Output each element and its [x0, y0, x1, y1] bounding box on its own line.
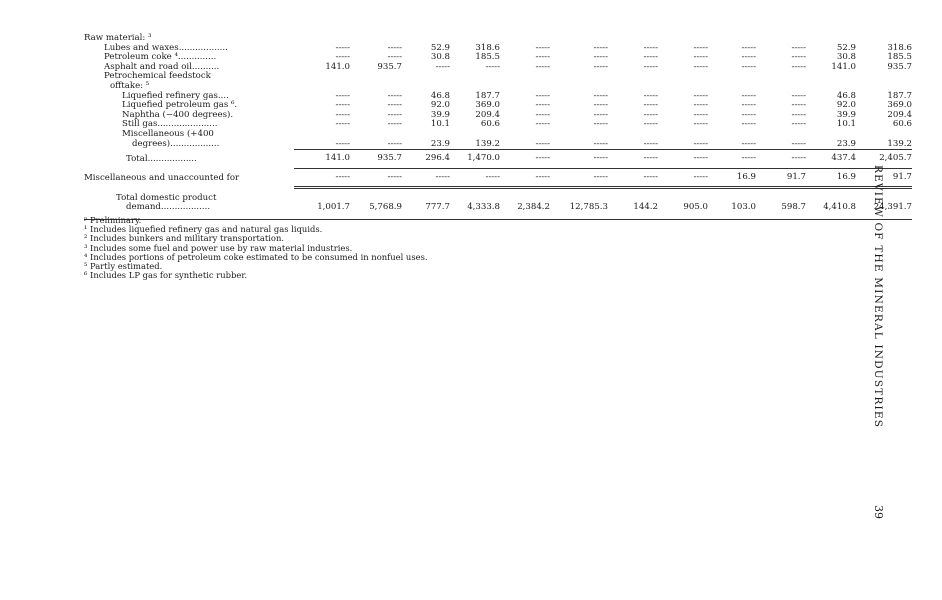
table-row	[84, 140, 912, 150]
table-cell: 935.7	[350, 150, 402, 169]
table-cell	[856, 188, 912, 204]
page-number: 39	[872, 505, 885, 519]
table-cell: 209.4	[475, 109, 500, 120]
table-cell: -----	[435, 61, 450, 72]
table-cell: 23.9	[836, 138, 856, 149]
table-cell: 52.9	[430, 42, 450, 53]
table-cell: 52.9	[836, 42, 856, 53]
table-cell: -----	[791, 52, 806, 63]
table-cell: -----	[387, 109, 402, 120]
dot-leader: ..............	[177, 52, 217, 63]
table-cell: 16.9	[708, 168, 756, 188]
table-cell: -----	[791, 119, 806, 130]
table-cell	[756, 188, 806, 204]
table-cell	[806, 188, 856, 204]
table-cell: 141.0	[294, 150, 350, 169]
table-cell: 4,333.8	[450, 203, 500, 219]
row-label	[84, 140, 294, 150]
footnote: ⁶ Includes LP gas for synthetic rubber.	[84, 270, 248, 281]
table-cell: 92.0	[836, 100, 856, 111]
table-cell: -----	[693, 61, 708, 72]
table-cell: 905.0	[658, 203, 708, 219]
table-cell: 369.0	[887, 100, 912, 111]
table-cell: -----	[658, 150, 708, 169]
row-label-text: Lubes and waxes	[104, 42, 179, 53]
statistics-table	[84, 34, 912, 220]
table-cell: -----	[791, 42, 806, 53]
dot-leader: ..................	[160, 202, 211, 213]
table-cell	[856, 72, 912, 82]
table-cell	[708, 72, 756, 82]
row-label	[84, 168, 294, 188]
table-cell: -----	[741, 61, 756, 72]
table-cell: 598.7	[756, 203, 806, 219]
table-row	[84, 72, 912, 82]
dot-leader: ....	[217, 90, 229, 101]
table-cell: 139.2	[475, 138, 500, 149]
table-cell: -----	[741, 109, 756, 120]
table-cell: -----	[387, 90, 402, 101]
row-label-text: Petroleum coke ⁴	[104, 52, 178, 63]
table-cell: -----	[387, 138, 402, 149]
table-cell: -----	[643, 61, 658, 72]
table-cell: 39.9	[430, 109, 450, 120]
table-cell: -----	[741, 100, 756, 111]
table-cell: -----	[535, 61, 550, 72]
table-cell: -----	[535, 90, 550, 101]
table-cell: 60.6	[892, 119, 912, 130]
table-cell: -----	[550, 168, 608, 188]
table-cell: 437.4	[806, 150, 856, 169]
table-cell: -----	[335, 138, 350, 149]
table-cell: -----	[593, 61, 608, 72]
table-cell: -----	[335, 90, 350, 101]
footnote: ⁴ Includes portions of petroleum coke estimated to be consumed in nonfuel uses.	[84, 251, 428, 262]
table-cell: -----	[535, 119, 550, 130]
table-cell: 91.7	[856, 168, 912, 188]
table-cell	[402, 188, 450, 204]
table-cell: -----	[535, 100, 550, 111]
table-cell	[708, 188, 756, 204]
row-label-text: Miscellaneous (+400	[122, 128, 214, 139]
row-label-text: Raw material: ³	[84, 33, 152, 43]
table-cell: -----	[387, 52, 402, 63]
footnotes	[84, 216, 428, 280]
row-label-text: Petrochemical feedstock	[104, 71, 211, 82]
table-cell: -----	[791, 61, 806, 72]
table-cell: 141.0	[325, 61, 350, 72]
table-cell: -----	[550, 150, 608, 169]
row-label	[84, 150, 294, 169]
table-cell: -----	[294, 168, 350, 188]
table-cell: -----	[402, 168, 450, 188]
table-cell: 23.9	[430, 138, 450, 149]
table-cell: -----	[658, 168, 708, 188]
table-cell: 296.4	[402, 150, 450, 169]
table-cell: -----	[741, 52, 756, 63]
table-cell: -----	[500, 150, 550, 169]
table-cell: -----	[485, 61, 500, 72]
row-label-text: Total	[126, 153, 148, 164]
table-cell: -----	[693, 42, 708, 53]
table-cell: -----	[708, 150, 756, 169]
table-cell: 185.5	[887, 52, 912, 63]
table-cell: -----	[535, 42, 550, 53]
table-cell: 318.6	[887, 42, 912, 53]
table-cell	[294, 188, 350, 204]
table-cell: -----	[693, 138, 708, 149]
table-cell: -----	[791, 100, 806, 111]
row-label-text: degrees)	[132, 139, 171, 150]
table-cell	[608, 72, 658, 82]
table-cell: 30.8	[836, 52, 856, 63]
table-cell: -----	[693, 100, 708, 111]
table-cell: -----	[791, 90, 806, 101]
table-cell: -----	[350, 168, 402, 188]
table-cell: -----	[593, 138, 608, 149]
footnote: ¹ Includes liquefied refinery gas and natural gas liquids.	[84, 224, 323, 235]
table-cell: -----	[450, 168, 500, 188]
table-cell	[500, 72, 550, 82]
table-cell: -----	[643, 138, 658, 149]
table-cell: 141.0	[831, 61, 856, 72]
table-cell: -----	[335, 52, 350, 63]
table-cell: 60.6	[480, 119, 500, 130]
table-row	[84, 150, 912, 169]
table-cell: 1,001.7	[294, 203, 350, 219]
dot-leader: ..................	[147, 153, 197, 164]
table-cell	[500, 188, 550, 204]
table-cell: -----	[593, 52, 608, 63]
table-cell: 144.2	[608, 203, 658, 219]
table-cell	[756, 72, 806, 82]
table-cell: -----	[593, 42, 608, 53]
table-cell: -----	[535, 109, 550, 120]
table-cell	[450, 72, 500, 82]
table-cell	[550, 72, 608, 82]
dot-leader: ......................	[157, 119, 218, 130]
table-cell: 16.9	[806, 168, 856, 188]
dot-leader: ..................	[170, 139, 220, 150]
table-cell: -----	[791, 109, 806, 120]
table-cell: -----	[741, 138, 756, 149]
table-cell: -----	[335, 100, 350, 111]
footnote: ⁵ Partly estimated.	[84, 261, 163, 272]
table-cell: 91.7	[756, 168, 806, 188]
table-cell: -----	[500, 168, 550, 188]
table-cell	[806, 72, 856, 82]
table-cell: 92.0	[430, 100, 450, 111]
table-cell: 30.8	[430, 52, 450, 63]
table-cell: -----	[593, 100, 608, 111]
table-cell	[294, 72, 350, 82]
dot-leader: ..........	[191, 61, 220, 72]
table-cell: 1,470.0	[450, 150, 500, 169]
table-cell: -----	[693, 119, 708, 130]
row-label-text: Liquefied refinery gas	[122, 90, 218, 101]
table-row	[84, 168, 912, 188]
table-cell: 46.8	[836, 90, 856, 101]
table-cell	[550, 188, 608, 204]
table-cell: -----	[593, 119, 608, 130]
footnote: ᵖ Preliminary.	[84, 215, 142, 225]
table-cell: -----	[741, 90, 756, 101]
table-cell: 139.2	[887, 138, 912, 149]
table-cell: 10.1	[430, 119, 450, 130]
table-cell: -----	[608, 150, 658, 169]
table-cell: -----	[693, 109, 708, 120]
table-cell: -----	[535, 138, 550, 149]
table-cell	[450, 188, 500, 204]
row-label	[84, 188, 294, 204]
row-label-text: Naphtha (−400 degrees)	[122, 109, 231, 120]
table-cell: 935.7	[887, 61, 912, 72]
dot-leader: .	[234, 100, 238, 111]
table-cell	[658, 188, 708, 204]
table-cell: 318.6	[475, 42, 500, 53]
table-cell: -----	[756, 150, 806, 169]
table-cell	[608, 188, 658, 204]
row-label-text: Miscellaneous and unaccounted for	[84, 173, 240, 184]
table-cell: -----	[741, 42, 756, 53]
row-label-text: demand	[126, 202, 161, 213]
table-cell: 24,391.7	[856, 203, 912, 219]
table-cell: -----	[643, 109, 658, 120]
table-cell	[350, 188, 402, 204]
table-cell: -----	[643, 100, 658, 111]
table-cell: 10.1	[836, 119, 856, 130]
table-cell: 185.5	[475, 52, 500, 63]
table-cell: 187.7	[887, 90, 912, 101]
table-cell: 2,384.2	[500, 203, 550, 219]
footnote: ² Includes bunkers and military transportation.	[84, 233, 285, 244]
table-cell	[402, 72, 450, 82]
table-cell: -----	[608, 168, 658, 188]
dot-leader: ..................	[178, 42, 228, 53]
table-cell: -----	[593, 90, 608, 101]
row-label-text: Total domestic product	[116, 192, 217, 203]
table-cell: 935.7	[377, 61, 402, 72]
running-header: REVIEW OF THE MINERAL INDUSTRIES	[872, 165, 884, 429]
row-label-text: Still gas	[122, 119, 158, 130]
row-label-text: Liquefied petroleum gas ⁶	[122, 100, 235, 111]
table-cell: 777.7	[402, 203, 450, 219]
table-cell: -----	[535, 52, 550, 63]
row-label-text: Asphalt and road oil	[104, 61, 192, 72]
table-cell: 5,768.9	[350, 203, 402, 219]
table-cell: -----	[693, 90, 708, 101]
table-cell: -----	[387, 42, 402, 53]
footnote: ³ Includes some fuel and power use by raw material industries.	[84, 242, 353, 253]
table-cell	[350, 72, 402, 82]
table-cell: 187.7	[475, 90, 500, 101]
table-cell: 369.0	[475, 100, 500, 111]
table-cell: -----	[387, 100, 402, 111]
table-cell: -----	[387, 119, 402, 130]
table-cell: -----	[643, 42, 658, 53]
table-cell: 39.9	[836, 109, 856, 120]
row-label-text: offtake: ⁵	[110, 80, 150, 91]
table-cell: 46.8	[430, 90, 450, 101]
table-cell: -----	[593, 109, 608, 120]
table-cell: -----	[791, 138, 806, 149]
table-cell: -----	[643, 90, 658, 101]
table-cell: -----	[335, 109, 350, 120]
table-row	[84, 188, 912, 204]
table-cell	[658, 72, 708, 82]
table-cell: -----	[741, 119, 756, 130]
table-cell: 103.0	[708, 203, 756, 219]
table-cell: -----	[335, 119, 350, 130]
table-cell: 209.4	[887, 109, 912, 120]
table-cell: -----	[335, 42, 350, 53]
table-cell: -----	[693, 52, 708, 63]
table-cell: 2,405.7	[856, 150, 912, 169]
dot-leader: .	[230, 109, 234, 120]
table-cell: 4,410.8	[806, 203, 856, 219]
table-cell: -----	[643, 52, 658, 63]
table-cell: 12,785.3	[550, 203, 608, 219]
table-cell: -----	[643, 119, 658, 130]
